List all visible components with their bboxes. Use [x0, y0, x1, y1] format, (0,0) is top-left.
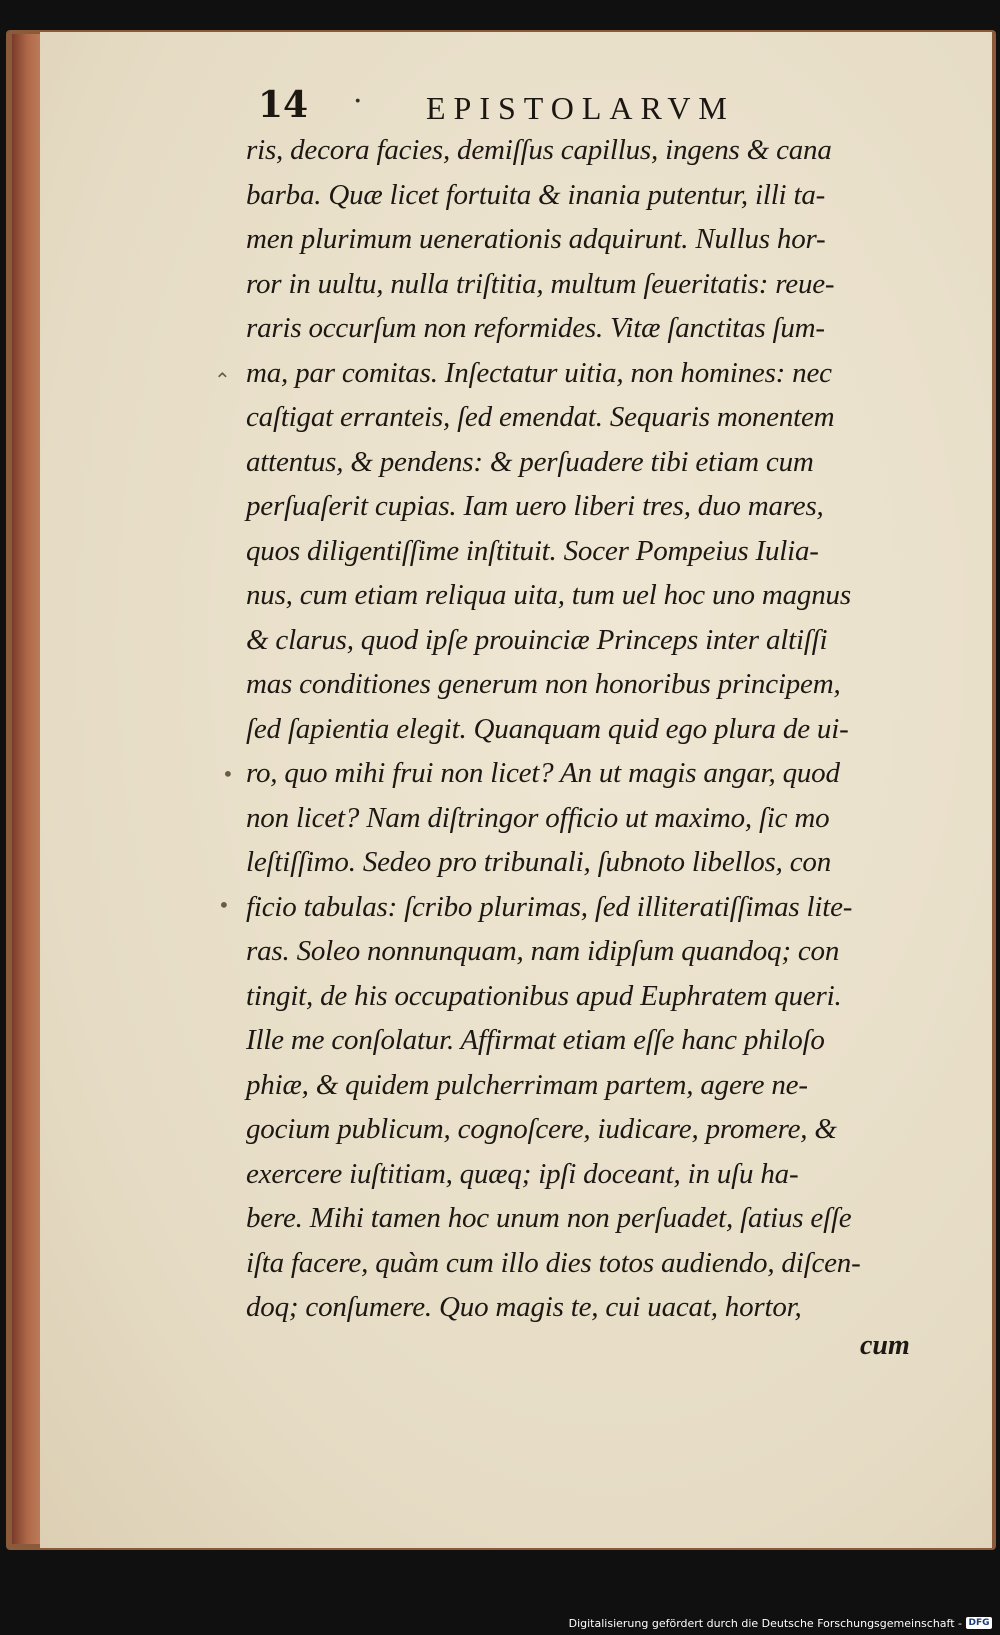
text-line: perſuaſerit cupias. Iam uero liberi tres, duo mares,: [246, 490, 824, 522]
page-header: [258, 84, 818, 134]
text-line: exercere iuſtitiam, quæq; ipſi doceant, in uſu ha-: [246, 1157, 799, 1190]
text-line: ſed ſapientia elegit. Quanquam quid ego plura de ui-: [246, 712, 849, 745]
footer-credit: Digitalisierung gefördert durch die Deutsche Forschungsgemeinschaft -: [568, 1616, 962, 1630]
text-line: leſtiſſimo. Sedeo pro tribunali, ſubnoto libellos, con: [246, 846, 832, 878]
text-line: iſta facere, quàm cum illo dies totos audiendo, diſcen-: [246, 1246, 861, 1279]
text-line: non licet? Nam diſtringor officio ut maximo, ſic mo: [246, 801, 830, 834]
text-line: ris, decora facies, demiſſus capillus, ingens & cana: [246, 134, 832, 166]
text-line: tingit, de his occupationibus apud Euphratem queri.: [246, 979, 842, 1012]
text-line: mas conditiones generum non honoribus principem,: [246, 668, 841, 700]
text-line: & clarus, quod ipſe prouinciæ Princeps inter altiſſi: [246, 623, 828, 656]
text-line: attentus, & pendens: & perſuadere tibi etiam cum: [246, 445, 814, 478]
text-line: phiæ, & quidem pulcherrimam partem, agere ne-: [246, 1068, 808, 1101]
footer-bar: [569, 1615, 992, 1631]
margin-mark: •: [218, 893, 230, 917]
margin-mark: •: [222, 762, 234, 786]
body-text: [246, 128, 926, 1330]
catchword: cum: [860, 1330, 910, 1361]
text-line: raris occurſum non reformides. Vitæ ſanctitas ſum-: [246, 312, 825, 344]
text-line: ma, par comitas. Inſectatur uitia, non homines: nec: [246, 356, 832, 389]
page-number: 14: [258, 84, 309, 126]
text-line: Ille me conſolatur. Affirmat etiam eſſe hanc philoſo: [246, 1024, 825, 1056]
running-head: EPISTOLARVM: [426, 90, 735, 126]
text-line: men plurimum uenerationis adquirunt. Nullus hor-: [246, 223, 826, 255]
text-line: ras. Soleo nonnunquam, nam idipſum quandoq; con: [246, 935, 840, 967]
text-line: ro, quo mihi frui non licet? An ut magis angar, quod: [246, 757, 840, 789]
text-line: ficio tabulas: ſcribo plurimas, ſed illiteratiſſimas lite-: [246, 890, 853, 923]
text-line: quos diligentiſſime inſtituit. Socer Pompeius Iulia-: [246, 534, 819, 567]
text-line: barba. Quæ licet fortuita & inania putentur, illi ta-: [246, 178, 826, 211]
text-line: gocium publicum, cognoſcere, iudicare, promere, &: [246, 1113, 837, 1145]
text-line: nus, cum etiam reliqua uita, tum uel hoc uno magnus: [246, 579, 851, 611]
margin-mark: ⌃: [214, 368, 231, 392]
text-line: bere. Mihi tamen hoc unum non perſuadet, ſatius eſſe: [246, 1202, 852, 1234]
header-dot: ·: [353, 84, 363, 119]
text-line: caſtigat erranteis, ſed emendat. Sequaris monentem: [246, 401, 835, 433]
text-line: doq; conſumere. Quo magis te, cui uacat, hortor,: [246, 1291, 802, 1323]
text-line: ror in uultu, nulla triſtitia, multum ſeueritatis: reue-: [246, 267, 835, 300]
dfg-logo: DFG: [966, 1617, 992, 1629]
